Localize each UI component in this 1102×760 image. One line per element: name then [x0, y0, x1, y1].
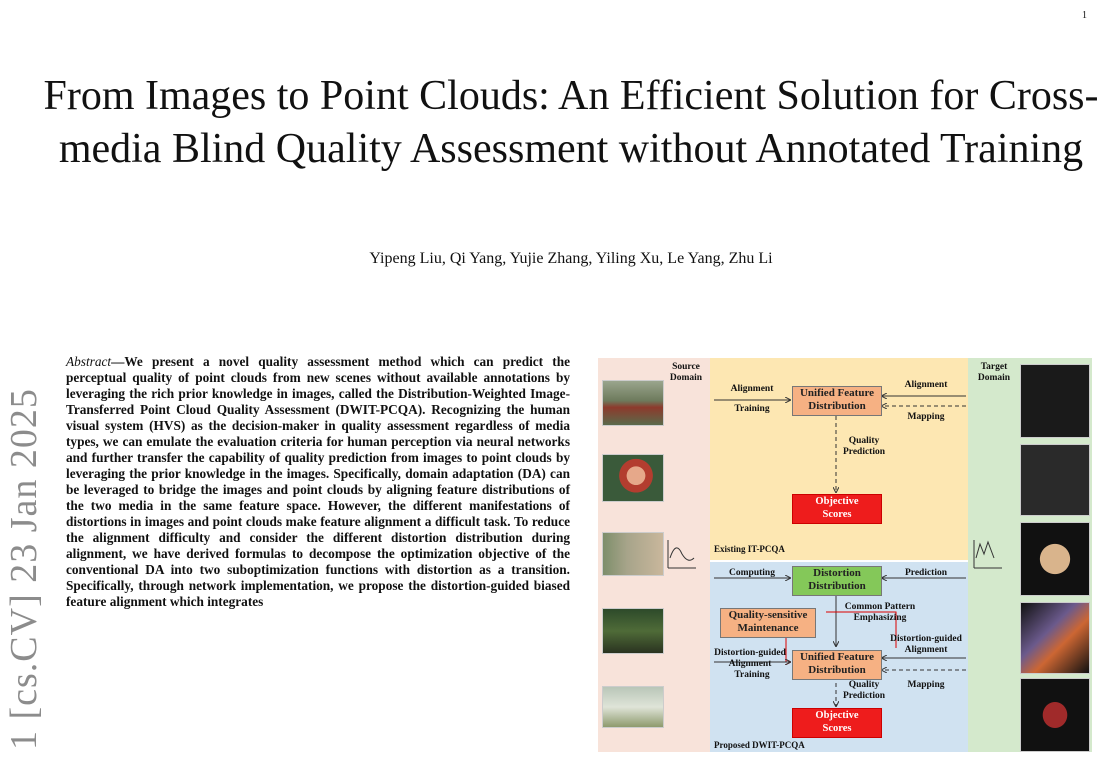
abstract	[66, 354, 570, 610]
top-alignment-left-label: Alignment	[730, 384, 774, 394]
top-unified-feature-box: Unified Feature Distribution	[792, 386, 882, 416]
target-distribution-icon	[974, 540, 1002, 568]
target-domain-label: Target Domain	[977, 362, 1011, 383]
arxiv-stamp: 1 [cs.CV] 23 Jan 2025	[3, 388, 45, 750]
top-objective-scores-box: Objective Scores	[792, 494, 882, 524]
dg-alignment-right-label: Distortion-guided Alignment	[890, 634, 962, 655]
bottom-unified-feature-box: Unified Feature Distribution	[792, 650, 882, 680]
top-mapping-label: Mapping	[907, 412, 945, 422]
bottom-quality-prediction-label: Quality Prediction	[842, 680, 886, 701]
existing-method-caption: Existing IT-PCQA	[714, 544, 785, 554]
top-alignment-right-label: Alignment	[904, 380, 948, 390]
page-number: 1	[1082, 10, 1087, 21]
abstract-lead: Abstract	[66, 354, 112, 369]
paper-title: From Images to Point Clouds: An Efficient Solution for Cross-media Blind Quality Assessment without Annotated Training	[43, 73, 1099, 172]
abstract-body: —We present a novel quality assessment method which can predict the perceptual quality of point clouds from new scenes without available annotations by leveraging the rich prior knowledge in images, called the Distribution-Weighted Image-Transferred Point Cloud Quality Assessment (DWIT-PCQA). Recognizing the human visual system (HVS) as the decision-maker in quality assessment regardless of media types, we can emulate the evaluation criteria for human perception via neural networks and further transfer the capability of quality prediction from images to point clouds by leveraging the prior knowledge in the images. Specifically, domain adaptation (DA) can be leveraged to bridge the images and point clouds by aligning feature distributions of the two media in the same feature space. However, the different manifestations of distortions in images and point clouds make feature alignment a difficult task. To reduce the alignment difficulty and consider the different distortion distribution during alignment, we have derived formulas to decompose the optimization objective of the conventional DA into two suboptimization functions with distortion as a transition. Specifically, through network implementation, we propose the distortion-guided biased feature alignment which integrates	[66, 354, 570, 609]
proposed-method-caption: Proposed DWIT-PCQA	[714, 740, 805, 750]
source-domain-label: Source Domain	[669, 362, 703, 383]
author-list: Yipeng Liu, Qi Yang, Yujie Zhang, Yiling Xu, Le Yang, Zhu Li	[369, 250, 773, 267]
bottom-mapping-label: Mapping	[907, 680, 945, 690]
bottom-computing-label: Computing	[729, 568, 775, 578]
top-training-label: Training	[734, 404, 770, 414]
framework-figure	[598, 358, 1094, 754]
source-distribution-icon	[668, 540, 696, 568]
bottom-prediction-label: Prediction	[904, 568, 948, 578]
top-quality-prediction-label: Quality Prediction	[842, 436, 886, 457]
bottom-objective-scores-box: Objective Scores	[792, 708, 882, 738]
distortion-distribution-box: Distortion Distribution	[792, 566, 882, 596]
bottom-training-label: Training	[734, 670, 770, 680]
quality-sensitive-box: Quality-sensitive Maintenance	[720, 608, 816, 638]
dg-alignment-left-label: Distortion-guided Alignment	[714, 648, 786, 669]
common-pattern-label: Common Pattern Emphasizing	[844, 602, 916, 623]
